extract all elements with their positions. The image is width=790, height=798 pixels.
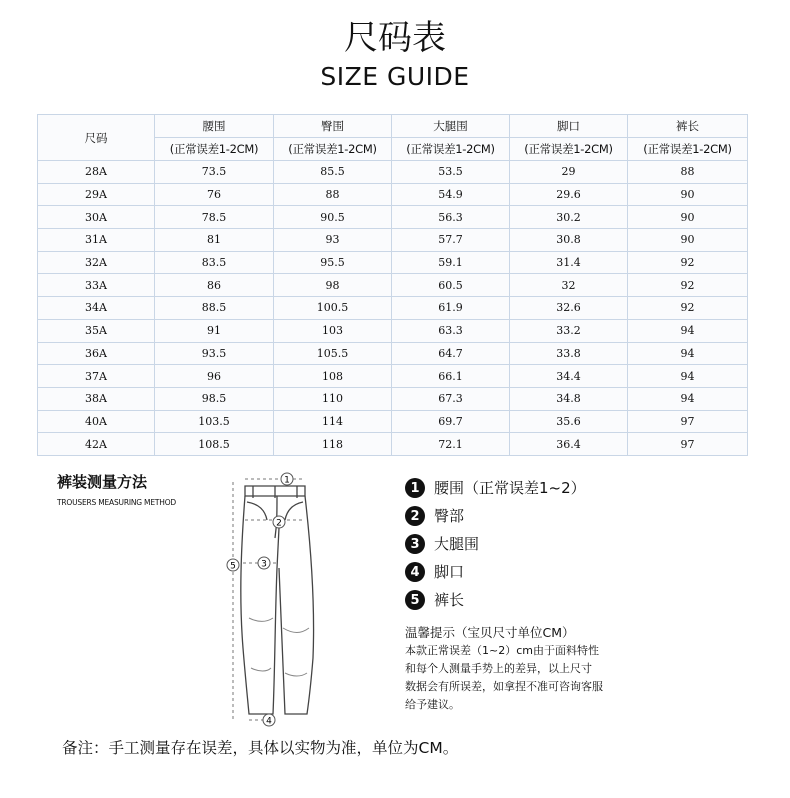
table-row (38, 251, 748, 274)
size-cell: 29A (38, 183, 155, 206)
value-cell: 32 (510, 274, 628, 297)
value-cell: 108 (274, 365, 392, 388)
size-cell: 28A (38, 161, 155, 184)
value-cell: 88 (274, 183, 392, 206)
legend-number: 5 (405, 590, 425, 610)
size-cell: 37A (38, 365, 155, 388)
value-cell: 85.5 (274, 161, 392, 184)
value-cell: 88.5 (155, 297, 274, 320)
tip-title: 温馨提示（宝贝尺寸单位CM） (405, 625, 575, 640)
value-cell: 73.5 (155, 161, 274, 184)
legend-number: 4 (405, 562, 425, 582)
table-row (38, 319, 748, 342)
table-row (38, 433, 748, 456)
value-cell: 96 (155, 365, 274, 388)
value-cell: 91 (155, 319, 274, 342)
value-cell: 31.4 (510, 251, 628, 274)
legend-item (405, 530, 586, 558)
size-cell: 35A (38, 319, 155, 342)
value-cell: 95.5 (274, 251, 392, 274)
table-row (38, 161, 748, 184)
legend-item (405, 558, 586, 586)
size-cell: 32A (38, 251, 155, 274)
page-title: 尺码表 (344, 18, 446, 58)
value-cell: 66.1 (392, 365, 510, 388)
value-cell: 78.5 (155, 206, 274, 229)
value-cell: 53.5 (392, 161, 510, 184)
value-cell: 72.1 (392, 433, 510, 456)
value-cell: 35.6 (510, 410, 628, 433)
size-cell: 38A (38, 387, 155, 410)
value-cell: 34.4 (510, 365, 628, 388)
marker-5: 5 (230, 561, 236, 572)
value-cell: 67.3 (392, 387, 510, 410)
tolerance-note: (正常误差1-2CM) (628, 138, 748, 161)
value-cell: 34.8 (510, 387, 628, 410)
tolerance-note: (正常误差1-2CM) (274, 138, 392, 161)
table-row (38, 387, 748, 410)
size-cell: 40A (38, 410, 155, 433)
value-cell: 114 (274, 410, 392, 433)
tip-line: 数据会有所误差，如拿捏不准可咨询客服 (405, 680, 603, 693)
table-row (38, 183, 748, 206)
marker-2: 2 (276, 518, 282, 529)
value-cell: 90 (628, 206, 748, 229)
header-size: 尺码 (38, 115, 155, 161)
value-cell: 60.5 (392, 274, 510, 297)
legend-label: 脚口 (434, 563, 465, 581)
table-row (38, 342, 748, 365)
table-row (38, 206, 748, 229)
legend-label: 大腿围 (434, 535, 480, 553)
value-cell: 56.3 (392, 206, 510, 229)
value-cell: 93.5 (155, 342, 274, 365)
size-cell: 31A (38, 229, 155, 252)
value-cell: 90 (628, 229, 748, 252)
method-subtitle: TROUSERS MEASURING METHOD (57, 498, 176, 507)
value-cell: 92 (628, 297, 748, 320)
value-cell: 30.2 (510, 206, 628, 229)
size-cell: 33A (38, 274, 155, 297)
value-cell: 54.9 (392, 183, 510, 206)
size-cell: 36A (38, 342, 155, 365)
value-cell: 94 (628, 319, 748, 342)
value-cell: 33.2 (510, 319, 628, 342)
footer-note: 备注：手工测量存在误差，具体以实物为准，单位为CM。 (62, 739, 459, 757)
header-length: 裤长 (628, 115, 748, 138)
tolerance-note: (正常误差1-2CM) (155, 138, 274, 161)
legend-label: 臀部 (434, 507, 465, 525)
value-cell: 88 (628, 161, 748, 184)
tolerance-note: (正常误差1-2CM) (510, 138, 628, 161)
value-cell: 30.8 (510, 229, 628, 252)
marker-4: 4 (266, 716, 272, 727)
value-cell: 59.1 (392, 251, 510, 274)
value-cell: 32.6 (510, 297, 628, 320)
measurement-legend (405, 474, 586, 614)
value-cell: 76 (155, 183, 274, 206)
trousers-diagram (215, 468, 325, 728)
legend-item (405, 474, 586, 502)
value-cell: 29.6 (510, 183, 628, 206)
legend-label: 裤长 (434, 591, 465, 609)
value-cell: 92 (628, 251, 748, 274)
legend-item (405, 586, 586, 614)
legend-number: 1 (405, 478, 425, 498)
header-thigh: 大腿围 (392, 115, 510, 138)
table-row (38, 365, 748, 388)
value-cell: 98 (274, 274, 392, 297)
value-cell: 94 (628, 387, 748, 410)
size-cell: 30A (38, 206, 155, 229)
legend-number: 3 (405, 534, 425, 554)
table-row (38, 410, 748, 433)
value-cell: 92 (628, 274, 748, 297)
value-cell: 98.5 (155, 387, 274, 410)
value-cell: 83.5 (155, 251, 274, 274)
method-title: 裤装测量方法 (57, 473, 148, 491)
size-table (37, 114, 748, 456)
table-row (38, 297, 748, 320)
value-cell: 94 (628, 365, 748, 388)
tip-line: 给予建议。 (405, 698, 460, 711)
tolerance-note: (正常误差1-2CM) (392, 138, 510, 161)
value-cell: 86 (155, 274, 274, 297)
value-cell: 93 (274, 229, 392, 252)
value-cell: 108.5 (155, 433, 274, 456)
legend-label: 腰围（正常误差1~2） (434, 479, 586, 497)
size-cell: 42A (38, 433, 155, 456)
table-row (38, 274, 748, 297)
value-cell: 61.9 (392, 297, 510, 320)
value-cell: 69.7 (392, 410, 510, 433)
value-cell: 81 (155, 229, 274, 252)
header-leg-opening: 脚口 (510, 115, 628, 138)
marker-3: 3 (261, 559, 267, 570)
marker-1: 1 (284, 475, 290, 486)
value-cell: 103.5 (155, 410, 274, 433)
value-cell: 33.8 (510, 342, 628, 365)
header-hip: 臀围 (274, 115, 392, 138)
value-cell: 97 (628, 410, 748, 433)
page-subtitle: SIZE GUIDE (320, 62, 470, 91)
header-waist: 腰围 (155, 115, 274, 138)
table-header-row (38, 115, 748, 138)
value-cell: 36.4 (510, 433, 628, 456)
value-cell: 63.3 (392, 319, 510, 342)
tip-line: 本款正常误差（1~2）cm由于面料特性 (405, 644, 599, 657)
table-row (38, 229, 748, 252)
value-cell: 97 (628, 433, 748, 456)
value-cell: 118 (274, 433, 392, 456)
tip-body (405, 642, 645, 714)
value-cell: 103 (274, 319, 392, 342)
value-cell: 29 (510, 161, 628, 184)
value-cell: 94 (628, 342, 748, 365)
value-cell: 100.5 (274, 297, 392, 320)
legend-item (405, 502, 586, 530)
legend-number: 2 (405, 506, 425, 526)
value-cell: 90.5 (274, 206, 392, 229)
tip-line: 和每个人测量手势上的差异，以上尺寸 (405, 662, 592, 675)
size-cell: 34A (38, 297, 155, 320)
value-cell: 57.7 (392, 229, 510, 252)
value-cell: 110 (274, 387, 392, 410)
value-cell: 105.5 (274, 342, 392, 365)
value-cell: 90 (628, 183, 748, 206)
value-cell: 64.7 (392, 342, 510, 365)
